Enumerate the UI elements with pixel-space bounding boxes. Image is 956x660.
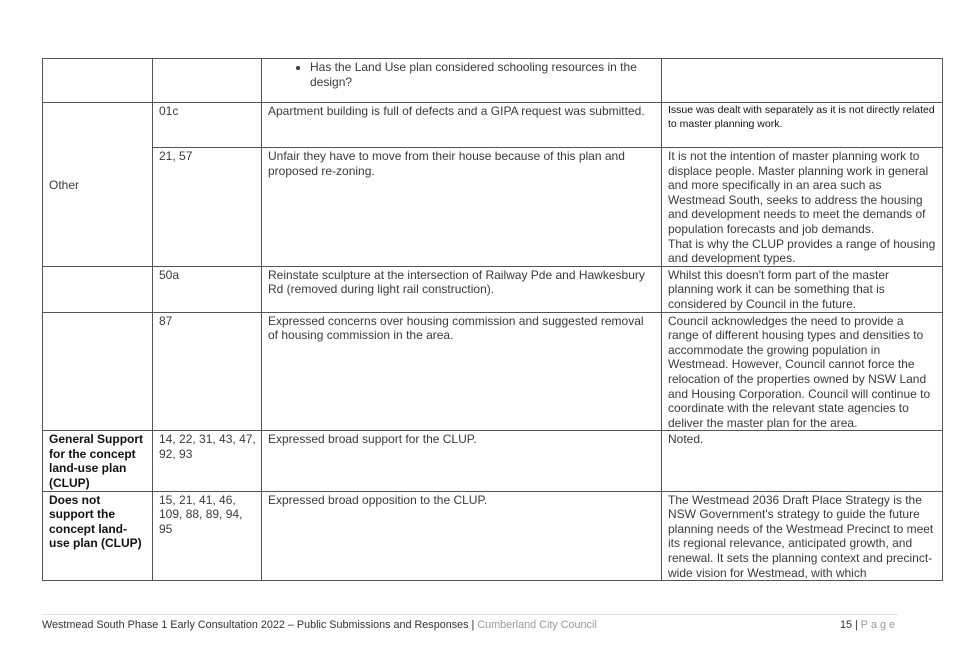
- category-cell: [43, 266, 153, 312]
- response-cell: Noted.: [662, 431, 943, 491]
- table-row: [43, 491, 943, 581]
- response-cell: [662, 59, 943, 103]
- page-number: 15: [839, 619, 852, 631]
- response-cell: [662, 148, 943, 267]
- ids-cell: 01c: [153, 103, 262, 148]
- footer-doc-title: Westmead South Phase 1 Early Consultation 2022 – Public Submissions and Responses: [42, 619, 469, 631]
- table-row: [43, 59, 943, 103]
- submission-cell: [262, 59, 662, 103]
- table-row: [43, 431, 943, 491]
- submission-cell: Expressed broad support for the CLUP.: [262, 431, 662, 491]
- footer-left: [42, 619, 597, 631]
- category-cell: Other: [43, 103, 153, 267]
- ids-cell: [153, 59, 262, 103]
- response-cell: Council acknowledges the need to provide a range of different housing types and densities to accommodate the growing population in Westmead. However, Council cannot force the relocation of the properties owned by NSW Land and Housing Corporation. Council will continue to coordinate with the relevant state agencies to deliver the master plan for the area.: [662, 312, 943, 431]
- ids-cell: 14, 22, 31, 43, 47, 92, 93: [153, 431, 262, 491]
- table-row: [43, 148, 943, 267]
- submission-cell: Unfair they have to move from their house because of this plan and proposed re-zoning.: [262, 148, 662, 267]
- ids-cell: 21, 57: [153, 148, 262, 267]
- table-row: [43, 312, 943, 431]
- page-footer: [42, 614, 898, 631]
- category-cell: Does not support the concept land-use plan (CLUP): [43, 491, 153, 581]
- category-cell: General Support for the concept land-use plan (CLUP): [43, 431, 153, 491]
- submission-cell: Expressed concerns over housing commission and suggested removal of housing commission in the area.: [262, 312, 662, 431]
- bullet-item: • Has the Land Use plan considered schooling resources in the design?: [310, 60, 656, 89]
- ids-cell: 87: [153, 312, 262, 431]
- response-paragraph: It is not the intention of master planning work to displace people. Master planning work in general and more specifically in an area such as Westmead South, seeks to address the housing and development needs to meet the demands of population forecasts and job demands.: [668, 149, 929, 236]
- footer-separator: |: [471, 619, 475, 631]
- page-separator: |: [854, 619, 858, 631]
- footer-right: [840, 619, 898, 631]
- submission-cell: Apartment building is full of defects and a GIPA request was submitted.: [262, 103, 662, 148]
- submissions-table: [42, 58, 943, 581]
- footer-org: Cumberland City Council: [477, 619, 597, 631]
- response-cell: Whilst this doesn't form part of the master planning work it can be something that is considered by Council in the future.: [662, 266, 943, 312]
- ids-cell: 15, 21, 41, 46, 109, 88, 89, 94, 95: [153, 491, 262, 581]
- submission-cell: Reinstate sculpture at the intersection of Railway Pde and Hawkesbury Rd (removed during light rail construction).: [262, 266, 662, 312]
- table-row: [43, 103, 943, 148]
- table-row: [43, 266, 943, 312]
- submission-cell: Expressed broad opposition to the CLUP.: [262, 491, 662, 581]
- category-cell: [43, 312, 153, 431]
- response-paragraph: That is why the CLUP provides a range of housing and development types.: [668, 236, 936, 266]
- ids-cell: 50a: [153, 266, 262, 312]
- response-cell: The Westmead 2036 Draft Place Strategy is the NSW Government's strategy to guide the future planning needs of the Westmead Precinct to meet its regional relevance, anticipated growth, and renewal. It sets the planning context and precinct-wide vision for Westmead, with which: [662, 491, 943, 581]
- category-cell: [43, 59, 153, 103]
- page-word: Page: [860, 619, 898, 631]
- response-cell: Issue was dealt with separately as it is not directly related to master planning work.: [662, 103, 943, 148]
